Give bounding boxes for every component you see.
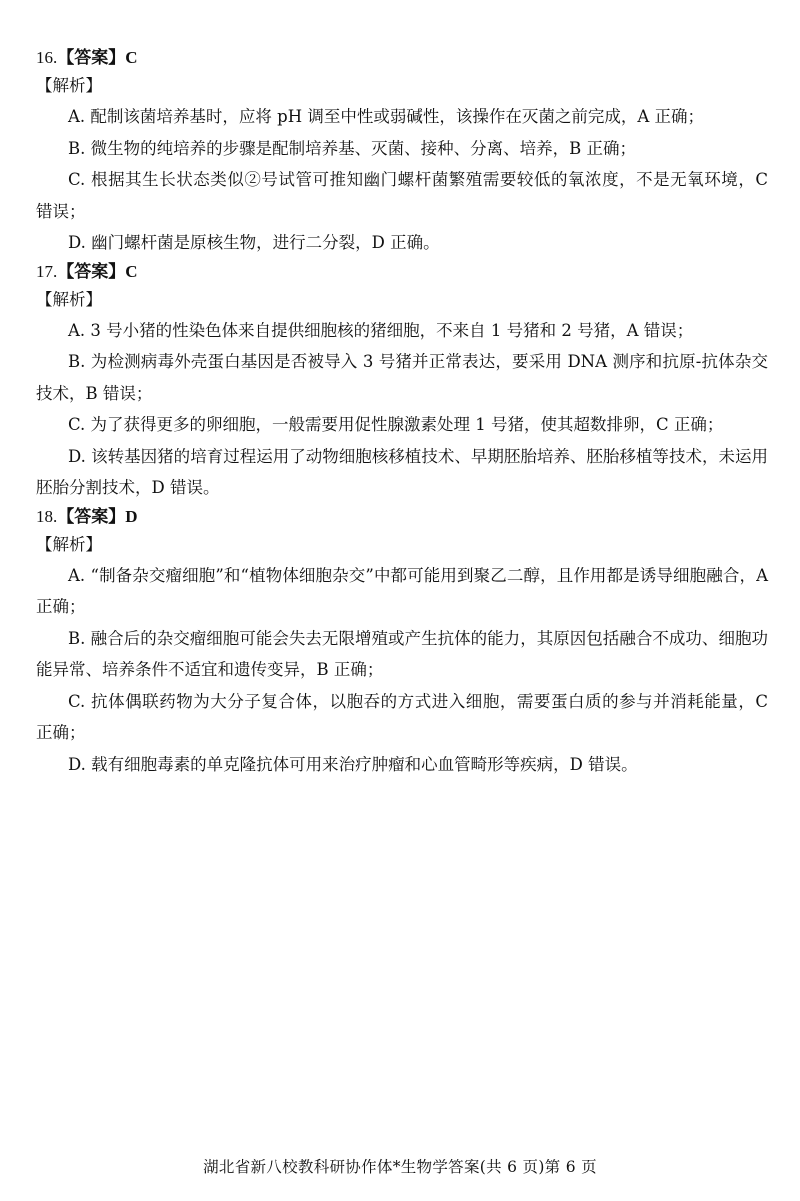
- analysis-label: 【解析】: [36, 289, 102, 309]
- analysis-paragraph: D. 载有细胞毒素的单克隆抗体可用来治疗肿瘤和心血管畸形等疾病，D 错误。: [68, 754, 638, 774]
- question-header: [36, 46, 768, 70]
- question-header: [36, 505, 768, 529]
- analysis-paragraph: C. 根据其生长状态类似②号试管可推知幽门螺杆菌繁殖需要较低的氧浓度，不是无氧环境，C 错误；: [36, 170, 768, 221]
- analysis-label: 【解析】: [36, 534, 102, 554]
- analysis-paragraph: B. 融合后的杂交瘤细胞可能会失去无限增殖或产生抗体的能力，其原因包括融合不成功、细胞功能异常、培养条件不适宜和遗传变异，B 正确；: [36, 628, 768, 679]
- question-number: 18.: [36, 506, 58, 526]
- analysis-paragraph: A. 3 号小猪的性染色体来自提供细胞核的猪细胞，不来自 1 号猪和 2 号猪，A 错误；: [68, 320, 694, 340]
- analysis-paragraph: A. 配制该菌培养基时，应将 pH 调至中性或弱碱性，该操作在灭菌之前完成，A 正确；: [68, 107, 705, 126]
- question-number: 17.: [36, 261, 58, 281]
- analysis-paragraph: A. “制备杂交瘤细胞”和“植物体细胞杂交”中都可能用到聚乙二醇，且作用都是诱导细胞融合，A 正确；: [36, 565, 768, 616]
- analysis-paragraph: B. 为检测病毒外壳蛋白基因是否被导入 3 号猪并正常表达，要采用 DNA 测序和抗原-抗体杂交技术，B 错误；: [36, 352, 768, 403]
- analysis-paragraph: D. 该转基因猪的培育过程运用了动物细胞核移植技术、早期胚胎培养、胚胎移植等技术，未运用胚胎分割技术，D 错误。: [36, 446, 768, 497]
- answer-value: C: [125, 48, 138, 67]
- analysis-paragraph: C. 抗体偶联药物为大分子复合体，以胞吞的方式进入细胞，需要蛋白质的参与并消耗能量，C 正确；: [36, 691, 768, 742]
- question-17: [36, 260, 768, 504]
- question-16: [36, 46, 768, 259]
- answer-tag: 【答案】: [57, 506, 126, 526]
- answer-document: [36, 46, 768, 780]
- question-18: [36, 505, 768, 781]
- analysis-paragraph: D. 幽门螺杆菌是原核生物，进行二分裂，D 正确。: [68, 233, 440, 252]
- analysis-paragraph: B. 微生物的纯培养的步骤是配制培养基、灭菌、接种、分离、培养，B 正确；: [68, 138, 636, 158]
- page-footer: 湖北省新八校教科研协作体*生物学答案(共 6 页)第 6 页: [203, 1158, 597, 1176]
- analysis-paragraph: C. 为了获得更多的卵细胞，一般需要用促性腺激素处理 1 号猪，使其超数排卵，C 正确；: [68, 415, 724, 434]
- question-header: [36, 260, 768, 284]
- answer-tag: 【答案】: [57, 48, 126, 67]
- answer-value: D: [125, 506, 138, 526]
- answer-tag: 【答案】: [57, 261, 126, 281]
- analysis-label: 【解析】: [36, 76, 102, 95]
- question-number: 16.: [36, 48, 58, 67]
- answer-value: C: [125, 261, 138, 281]
